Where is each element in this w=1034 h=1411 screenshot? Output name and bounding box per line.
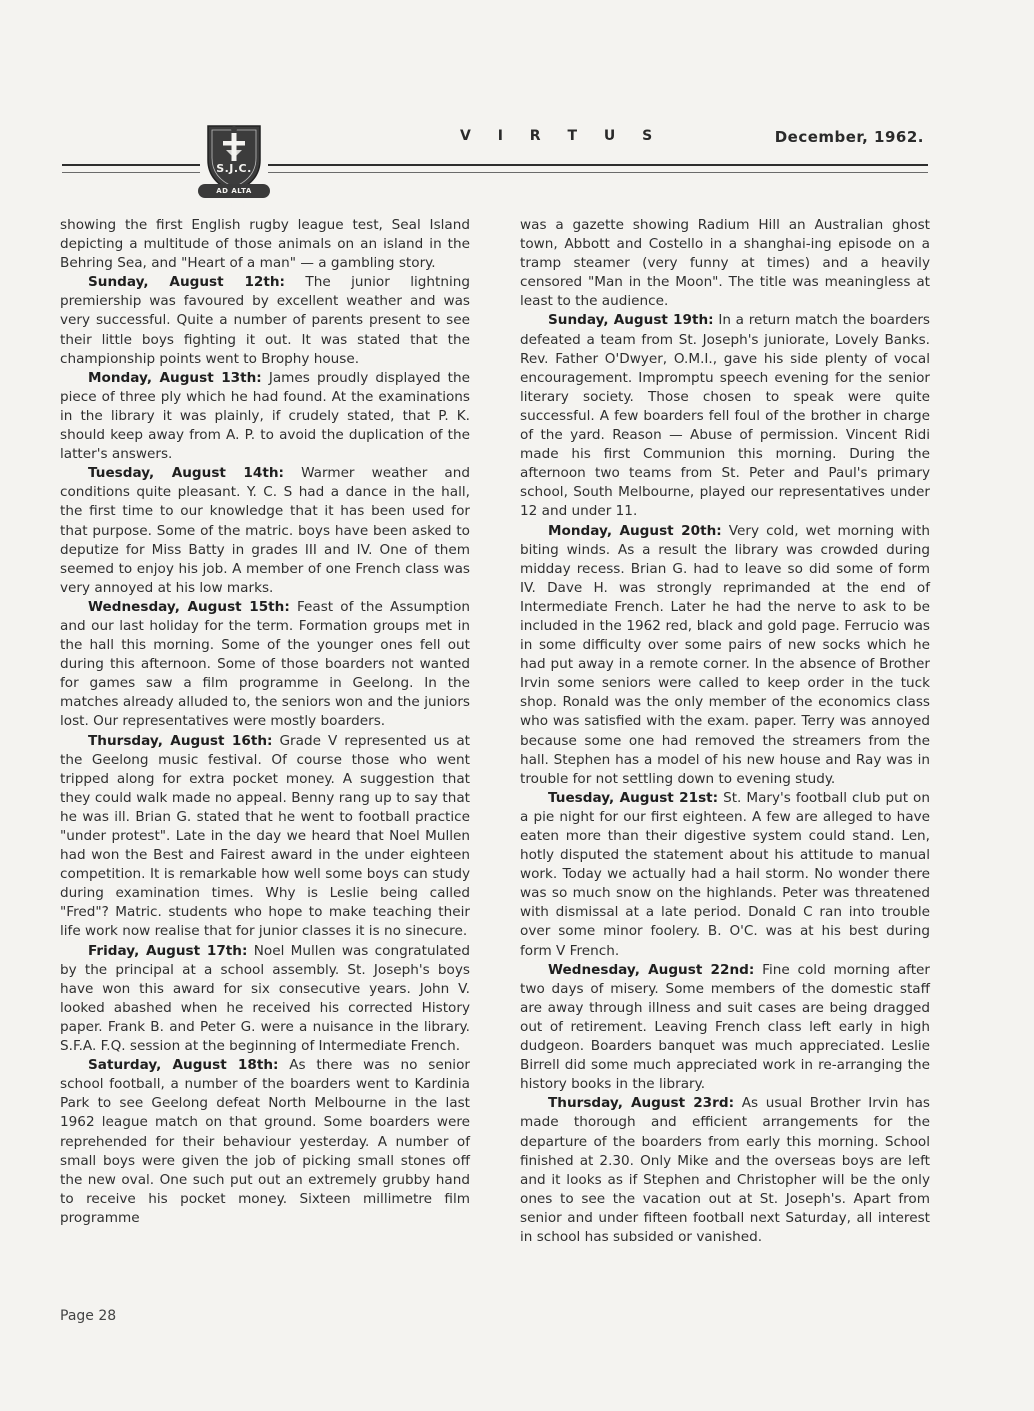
crest-initials: S.J.C. — [216, 162, 252, 175]
page-number: Page 28 — [60, 1308, 117, 1324]
entry-date: Friday, August 17th: — [88, 942, 248, 959]
header-rule-right — [268, 164, 928, 173]
masthead-title: V I R T U S — [460, 128, 664, 144]
entry-text: Warmer weather and conditions quite pleasant. Y. C. S had a dance in the hall, the first time to our knowledge that it has been used for that purpose. Some of the matric. boys have been asked to deputize for Miss Batty in grades III and IV. One of them seemed to enjoy his job. A member of one French class was very annoyed at his low marks. — [60, 465, 470, 596]
diary-entry — [60, 732, 470, 942]
left-column — [60, 216, 470, 1228]
entry-text: Very cold, wet morning with biting winds. As a result the library was crowded during midday recess. Brian G. had to leave so did some of form IV. Dave H. was strongly reprimanded at the end of Intermediate French. Later he had the nerve to ask to be included in the 1962 red, black and gold page. Ferrucio was in some difficulty over some pairs of new socks which he had put away in a remote corner. In the absence of Brother Irvin some seniors were called to keep order in the tuck shop. Ronald was the only member of the economics class who was satisfied with the exam. paper. Terry was annoyed because some one had removed the streamers from the hall. Stephen has a model of his new house and Ray was in trouble for not settling down to evening study. — [520, 522, 930, 787]
entry-text: Grade V represented us at the Geelong music festival. Of course those who went tripped along for extra pocket money. A suggestion that they could walk made no appeal. Benny rang up to say that he was ill. Brian G. stated that he went to football practice "under protest". Late in the day we heard that Noel Mullen had won the Best and Fairest award in the under eighteen competition. It is remarkable how well some boys can study during examination times. Why is Leslie being called "Fred"? Matric. students who hope to make teaching their life work now realise that for junior classes it is no sinecure. — [60, 732, 470, 940]
entry-text: As usual Brother Irvin has made thorough and efficient arrangements for the departure of the boarders from early this morning. School finished at 2.30. Only Mike and the overseas boys are left and it looks as if Stephen and Christopher will be the only ones to see the vacation out at St. Joseph's. Apart from senior and under fifteen football next Saturday, all interest in school has subsided or vanished. — [520, 1095, 931, 1245]
entry-date: Tuesday, August 21st: — [548, 789, 719, 806]
diary-entry — [520, 522, 930, 789]
entry-date: Sunday, August 19th: — [548, 312, 714, 329]
header-rule-left — [62, 164, 200, 173]
diary-entry — [520, 311, 930, 521]
entry-date: Saturday, August 18th: — [88, 1057, 279, 1074]
entry-date: Thursday, August 16th: — [88, 732, 273, 749]
diary-entry — [520, 961, 930, 1095]
diary-entry — [60, 369, 470, 464]
diary-entry — [520, 789, 930, 961]
entry-text: James proudly displayed the piece of three ply which he had found. At the examinations in the library it was plainly, if crudely stated, that P. K. should keep away from A. P. to avoid the duplication of the latter's answers. — [60, 369, 470, 463]
entry-text: Fine cold morning after two days of misery. Some members of the domestic staff are away through illness and suit cases are being dragged out of retirement. Leaving French class left early in high dudgeon. Boarders banquet was much appreciated. Leslie Birrell did some much appreciated work in re-arranging the history books in the library. — [520, 961, 931, 1093]
crest-motto: AD ALTA VIRTUTE — [198, 184, 270, 198]
entry-text: As there was no senior school football, a number of the boarders went to Kardinia Park to see Geelong defeat North Melbourne in the last 1962 league match on that ground. Some boarders were reprehended for their behaviour yesterday. A number of small boys were given the job of picking small stones off the new oval. One such put out an extremely grubby hand to receive his pocket money. Sixteen millimetre film programme — [60, 1057, 470, 1226]
diary-entry — [520, 216, 930, 311]
entry-date: Wednesday, August 22nd: — [548, 961, 755, 978]
diary-entry — [60, 273, 470, 368]
issue-date: December, 1962. — [774, 128, 924, 146]
diary-entry — [60, 216, 470, 273]
entry-date: Monday, August 20th: — [548, 522, 722, 539]
entry-date: Wednesday, August 15th: — [88, 598, 290, 615]
entry-text: Feast of the Assumption and our last holiday for the term. Formation groups met in the hall this morning. Some of the younger ones fell out during this afternoon. Some of those boarders not wanted for games saw a film programme in Geelong. In the matches already alluded to, the seniors won and the juniors lost. Our representatives were mostly boarders. — [60, 598, 471, 730]
diary-entry — [60, 1056, 470, 1228]
entry-date: Thursday, August 23rd: — [548, 1095, 735, 1112]
entry-date: Sunday, August 12th: — [88, 274, 285, 291]
entry-date: Monday, August 13th: — [88, 369, 262, 386]
entry-date: Tuesday, August 14th: — [88, 465, 284, 482]
diary-entry — [60, 598, 470, 732]
entry-text: Noel Mullen was congratulated by the principal at a school assembly. St. Joseph's boys have won this award for six consecutive years. John V. looked abashed when he received his corrected History paper. Frank B. and Peter G. were a nuisance in the library. S.F.A. F.Q. session at the beginning of Intermediate French. — [60, 942, 470, 1055]
entry-text: In a return match the boarders defeated a team from St. Joseph's juniorate, Lovely Banks. Rev. Father O'Dwyer, O.M.I., gave his side plenty of vocal encouragement. Impromptu speech evening for the senior literary society. Those chosen to speak were quite successful. A few boarders fell foul of the brother in charge of the yard. Reason — Abuse of permission. Vincent Ridi made his first Communion this morning. During the afternoon two teams from St. Peter and Paul's primary school, South Melbourne, played our representatives under 12 and under 11. — [520, 312, 930, 520]
entry-text: was a gazette showing Radium Hill an Australian ghost town, Abbott and Costello in a shanghai-ing episode on a tramp steamer (very funny at times) and a heavily censored "Man in the Moon". The title was meaningless at least to the audience. — [520, 217, 930, 310]
school-crest — [198, 120, 270, 209]
entry-text: St. Mary's football club put on a pie night for our first eighteen. A few are alleged to have eaten more than their digestive system could stand. Len, hotly disputed the statement about his attitude to manual work. Today we actually had a hail storm. No wonder there was so much snow on the highlands. Peter was threatened with dismissal at a late period. Donald C ran into trouble over some minor foolery. B. O'C. was at his best during form V French. — [520, 789, 930, 959]
entry-text: showing the first English rugby league test, Seal Island depicting a multitude of those animals on an island in the Behring Sea, and "Heart of a man" — a gambling story. — [60, 217, 470, 272]
diary-entry — [60, 464, 470, 598]
diary-entry — [520, 1094, 930, 1247]
entry-text: The junior lightning premiership was favoured by excellent weather and was very successful. Quite a number of parents present to see their little boys fighting it out. It was stated that the championship points went to Brophy house. — [60, 274, 470, 367]
right-column — [520, 216, 930, 1247]
diary-entry — [60, 942, 470, 1057]
